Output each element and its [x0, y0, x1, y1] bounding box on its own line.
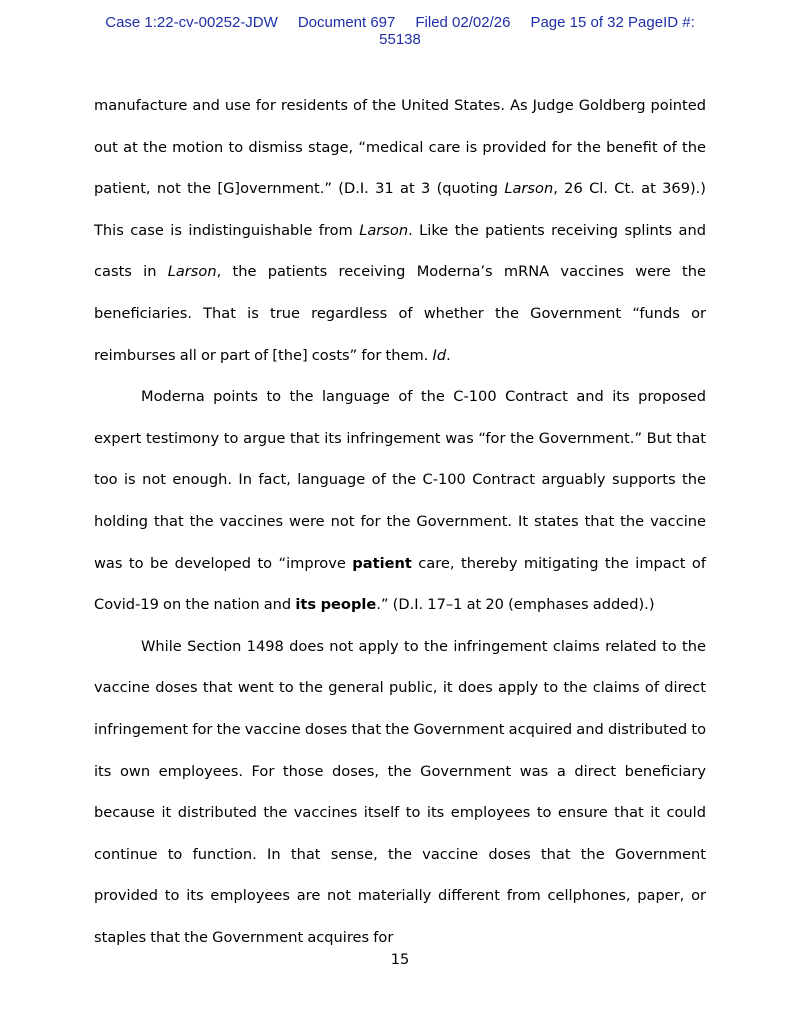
header-page-info: Page 15 of 32 PageID #:: [530, 14, 695, 31]
paragraph-1: [94, 85, 706, 376]
paragraph-1-text-c: , 26 Cl. Ct. at 369).) This case is indistinguishable from: [94, 180, 707, 239]
case-citation-larson: Larson: [504, 180, 554, 198]
emphasis-its-people: its people: [295, 596, 377, 614]
header-line: [0, 14, 800, 31]
page-number: 15: [390, 951, 410, 968]
paragraph-1-text-e: . Like the patients receiving splints and casts in: [94, 221, 706, 281]
paragraph-2-text-c: care, thereby mitigating the impact of Covid-19 on the nation and: [94, 554, 706, 614]
paragraph-2-text-e: .” (D.I. 17–1 at 20 (emphases added).): [376, 596, 655, 614]
case-citation-larson: Larson: [359, 221, 409, 239]
header-case-number: Case 1:22-cv-00252-JDW: [105, 14, 278, 31]
document-body: [94, 85, 706, 958]
case-citation-larson: Larson: [167, 263, 217, 281]
header-page-id: 55138: [379, 31, 421, 48]
paragraph-3: While Section 1498 does not apply to the infringement claims related to the vaccine doses that went to the general public, it does apply to the claims of direct infringement for the vaccine doses that the Government acquired and distributed to its own employees. For those doses, the Government was a direct beneficiary because it distributed the vaccines itself to its employees to ensure that it could continue to function. In that sense, the vaccine doses that the Government provided to its employees are not materially different from cellphones, paper, or staples that the Government acquires for: [94, 637, 706, 946]
paragraph-1-text-g: , the patients receiving Moderna’s mRNA vaccines were the beneficiaries. That is true regardless of whether the Government “funds or reimburses all or part of [the] costs” for them.: [94, 263, 706, 364]
paragraph-1-text-i: .: [446, 346, 451, 364]
court-filing-header: [0, 14, 800, 48]
emphasis-patient: patient: [352, 554, 412, 572]
paragraph-2-text-a: Moderna points to the language of the C-100 Contract and its proposed expert testimony to argue that its infringement was “for the Government.” But that too is not enough. In fact, language of the C-100 Contract arguably supports the holding that the vaccines were not for the Government. It states that the vaccine was to be developed to “improve: [94, 388, 706, 572]
paragraph-2: [94, 376, 706, 626]
citation-id: Id: [432, 346, 447, 364]
header-document-number: Document 697: [297, 14, 396, 31]
paragraph-1-text-a: manufacture and use for residents of the United States. As Judge Goldberg pointed out at the motion to dismiss stage, “medical care is provided for the benefit of the patient, not the [G]overnment.” (D.I. 31 at 3 (quoting: [94, 97, 706, 198]
header-filed-date: Filed 02/02/26: [415, 14, 511, 31]
